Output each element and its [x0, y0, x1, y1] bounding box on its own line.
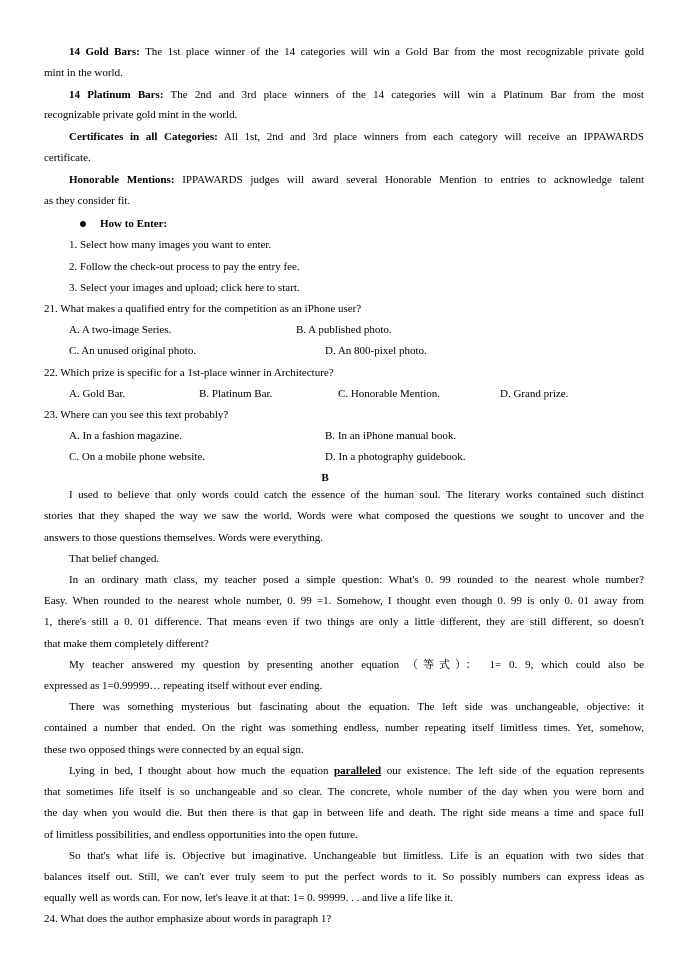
p6-line-3: the day when you would die. But then there is that gap in between life and death. The right side means a time and space full — [44, 807, 644, 819]
paralleled-word: paralleled — [334, 765, 382, 777]
p4-line-2: expressed as 1=0.99999… repeating itself without ever ending. — [44, 680, 323, 692]
gold-bars-line-2: mint in the world. — [44, 67, 123, 79]
gold-bars-label: 14 Gold Bars: — [69, 46, 140, 58]
bullet-icon — [80, 221, 86, 227]
honorable-label: Honorable Mentions: — [69, 174, 175, 186]
honorable-line-1: Honorable Mentions: IPPAWARDS judges will award several Honorable Mention to entries to acknowledge talent — [69, 174, 645, 186]
certificates-line-2: certificate. — [44, 152, 91, 164]
step-1: 1. Select how many images you want to enter. — [69, 239, 272, 251]
p6-line-1: Lying in bed, I thought about how much the equation paralleled our existence. The left side of the equation represents — [69, 765, 644, 777]
q21-option-a: A. A two-image Series. — [69, 324, 172, 336]
p6-line-4: of limitless possibilities, and endless opportunities into the open future. — [44, 829, 358, 841]
p5-line-3: these two opposed things were connected by an equal sign. — [44, 744, 304, 756]
p7-line-3: equally well as words can. For now, let's leave it at that: 1= 0. 99999. . . and live a life like it. — [44, 892, 454, 904]
q21-option-c: C. An unused original photo. — [69, 345, 197, 357]
question-22: 22. Which prize is specific for a 1st-place winner in Architecture? — [44, 367, 334, 379]
question-21: 21. What makes a qualified entry for the competition as an iPhone user? — [44, 303, 362, 315]
question-24: 24. What does the author emphasize about words in paragraph 1? — [44, 913, 332, 925]
p1-line-1: I used to believe that only words could catch the essence of the human soul. The literary works contained such distinct — [69, 489, 644, 501]
p3-line-2: Easy. When rounded to the nearest whole number, 0. 99 =1. Somehow, I thought even though 0. 99 is only 0. 01 away from — [44, 595, 644, 607]
p5-line-2: contained a number that ended. On the right was something endless, number repeating itself limitless times. Yet, somehow, — [44, 722, 644, 734]
q22-option-a: A. Gold Bar. — [69, 388, 126, 400]
p6-line-2: that sometimes life itself is so unchangeable and so clear. The concrete, whole number of the day when you were born and — [44, 786, 644, 798]
p5-line-1: There was something mysterious but fascinating about the equation. The left side was unchangeable, objective: it — [69, 701, 644, 713]
honorable-line-2: as they consider fit. — [44, 195, 131, 207]
q22-option-c: C. Honorable Mention. — [338, 388, 441, 400]
platinum-bars-line-2: recognizable private gold mint in the world. — [44, 109, 238, 121]
certificates-label: Certificates in all Categories: — [69, 131, 218, 143]
p2-line-1: That belief changed. — [69, 553, 160, 565]
q22-option-d: D. Grand prize. — [500, 388, 569, 400]
how-to-enter-heading: How to Enter: — [100, 218, 168, 230]
p7-line-2: balances itself out. Still, we can't ever truly seem to put the perfect words to it. So possibly numbers can express ideas as — [44, 871, 644, 883]
gold-bars-line-1: 14 Gold Bars: The 1st place winner of the 14 categories will win a Gold Bar from the most recognizable private gold — [69, 46, 644, 58]
step-2: 2. Follow the check-out process to pay the entry fee. — [69, 261, 300, 273]
p3-line-3: 1, there's still a 0. 01 difference. That means even if two things are only a little different, they are still different, so doesn't — [44, 616, 644, 628]
p3-line-4: that make them completely different? — [44, 638, 209, 650]
p7-line-1: So that's what life is. Objective but imaginative. Unchangeable but limitless. Life is an equation with two sides that — [69, 850, 644, 862]
p4-line-1: My teacher answered my question by presenting another equation （等式）： 1= 0. 9, which could also be — [69, 659, 644, 671]
certificates-line-1: Certificates in all Categories: All 1st, 2nd and 3rd place winners from each category will receive an IPPAWARDS — [69, 131, 644, 143]
p1-line-3: answers to those questions themselves. Words were everything. — [44, 532, 324, 544]
platinum-bars-line-1: 14 Platinum Bars: The 2nd and 3rd place winners of the 14 categories will win a Platinum Bar from the most — [69, 89, 644, 101]
q23-option-b: B. In an iPhone manual book. — [325, 430, 457, 442]
step-3: 3. Select your images and upload; click here to start. — [69, 282, 300, 294]
passage-b-heading: B — [321, 472, 329, 484]
q23-option-d: D. In a photography guidebook. — [325, 451, 466, 463]
p1-line-2: stories that they shaped the way we saw the world. Words were what composed the questions we sought to uncover and the — [44, 510, 644, 522]
q22-option-b: B. Platinum Bar. — [199, 388, 273, 400]
q23-option-c: C. On a mobile phone website. — [69, 451, 205, 463]
q23-option-a: A. In a fashion magazine. — [69, 430, 183, 442]
q21-option-b: B. A published photo. — [296, 324, 392, 336]
q21-option-d: D. An 800-pixel photo. — [325, 345, 427, 357]
question-23: 23. Where can you see this text probably? — [44, 409, 229, 421]
p3-line-1: In an ordinary math class, my teacher posed a simple question: What's 0. 99 rounded to the nearest whole number? — [69, 574, 644, 586]
platinum-bars-label: 14 Platinum Bars: — [69, 89, 164, 101]
